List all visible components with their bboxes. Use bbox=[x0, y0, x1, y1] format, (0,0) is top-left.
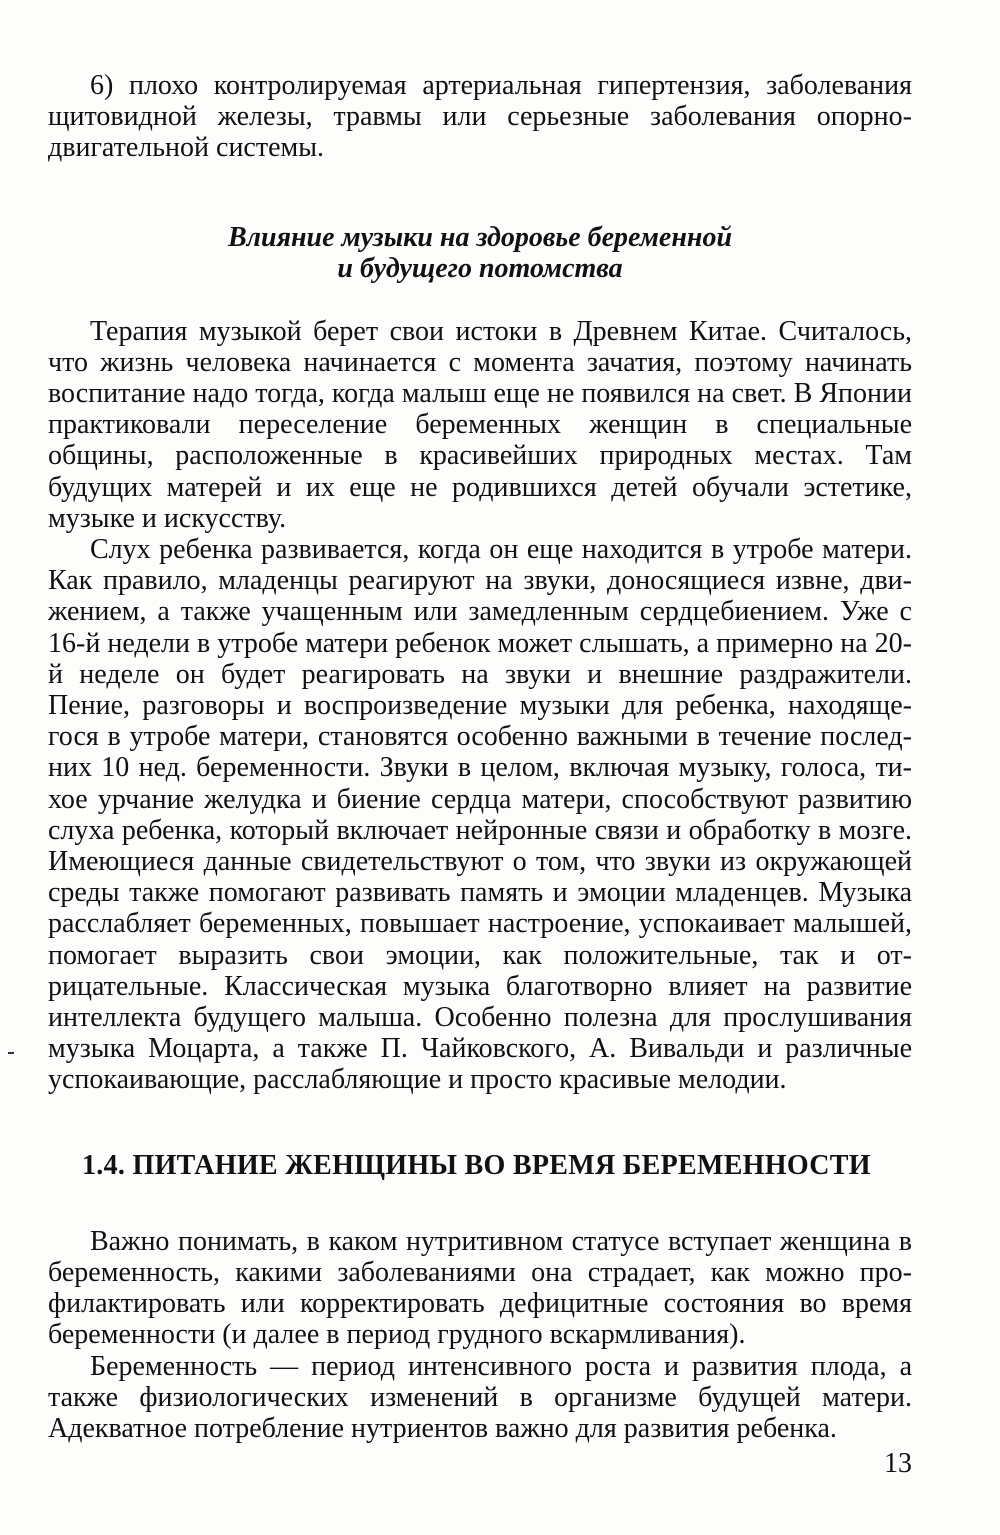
page-number: 13 bbox=[884, 1448, 912, 1479]
paragraph-fetal-hearing: Слух ребенка развивается, когда он еще находится в утробе матери. Как правило, младенцы реагируют на звуки, доносящиеся извне, движением, а также учащенным или замедленным сердцебиением. Уже с 16-й недели в утробе матери ребенок может слышать, а примерно на 20-й неделе он будет реагировать на звуки и внешние раздражители. Пение, разговоры и воспроизведение музыки для ребенка, находящегося в утробе матери, становятся особенно важными в течение последних 10 нед. беременности. Звуки в целом, включая музыку, голоса, тихое урчание желудка и биение сердца матери, способствуют развитию слуха ребенка, который включает нейронные связи и обработку в мозге. Имеющиеся данные свидетельствуют о том, что звуки из окружающей среды также помогают развивать память и эмоции младенцев. Музыка расслабляет беременных, повышает настроение, успокаивает малышей, помогает выразить свои эмоции, как положительные, так и отрицательные. Классическая музыка благотворно влияет на развитие интеллекта будущего малыша. Особенно полезна для прослушивания музыка Моцарта, а также П. Чайковского, А. Вивальди и различные успокаивающие, расслабляющие и просто красивые мелодии. bbox=[48, 534, 912, 1096]
subheading-music-influence bbox=[48, 222, 912, 284]
paragraph-nutritional-status: Важно понимать, в каком нутритивном статусе вступает женщина в беременность, какими заболеваниями она страдает, как можно профилактировать или корректировать дефицитные состояния во время беременности (и далее в период грудного вскармливания). bbox=[48, 1225, 912, 1351]
paragraph-pregnancy-growth: Беременность — период интенсивного роста и развития плода, а также физиологических изменений в организме будущей матери. Адекватное потребление нутриентов важно для развития ребенка. bbox=[48, 1350, 912, 1444]
paragraph-contraindication-6: 6) плохо контролируемая артериальная гипертензия, заболевания щитовидной железы, травмы или серьезные заболевания опорнодвигательной системы. bbox=[48, 70, 912, 164]
margin-mark bbox=[8, 1052, 14, 1054]
section-title: 1.4. ПИТАНИЕ ЖЕНЩИНЫ ВО ВРЕМЯ БЕРЕМЕННОСТИ bbox=[82, 1149, 871, 1181]
subheading-line-1: Влияние музыки на здоровье беременной bbox=[227, 221, 733, 253]
paragraph-music-therapy-history: Терапия музыкой берет свои истоки в Древнем Китае. Считалось, что жизнь человека начинается с момента зачатия, поэтому начинать воспитание надо тогда, когда малыш еще не появился на свет. В Японии практиковали переселение беременных женщин в специальные общины, расположенные в красивейших природных местах. Там будущих матерей и их еще не родившихся детей обучали эстетике, музыке и искусству. bbox=[48, 315, 912, 534]
subheading-line-2: и будущего потомства bbox=[337, 252, 623, 284]
page-body bbox=[48, 70, 912, 1444]
